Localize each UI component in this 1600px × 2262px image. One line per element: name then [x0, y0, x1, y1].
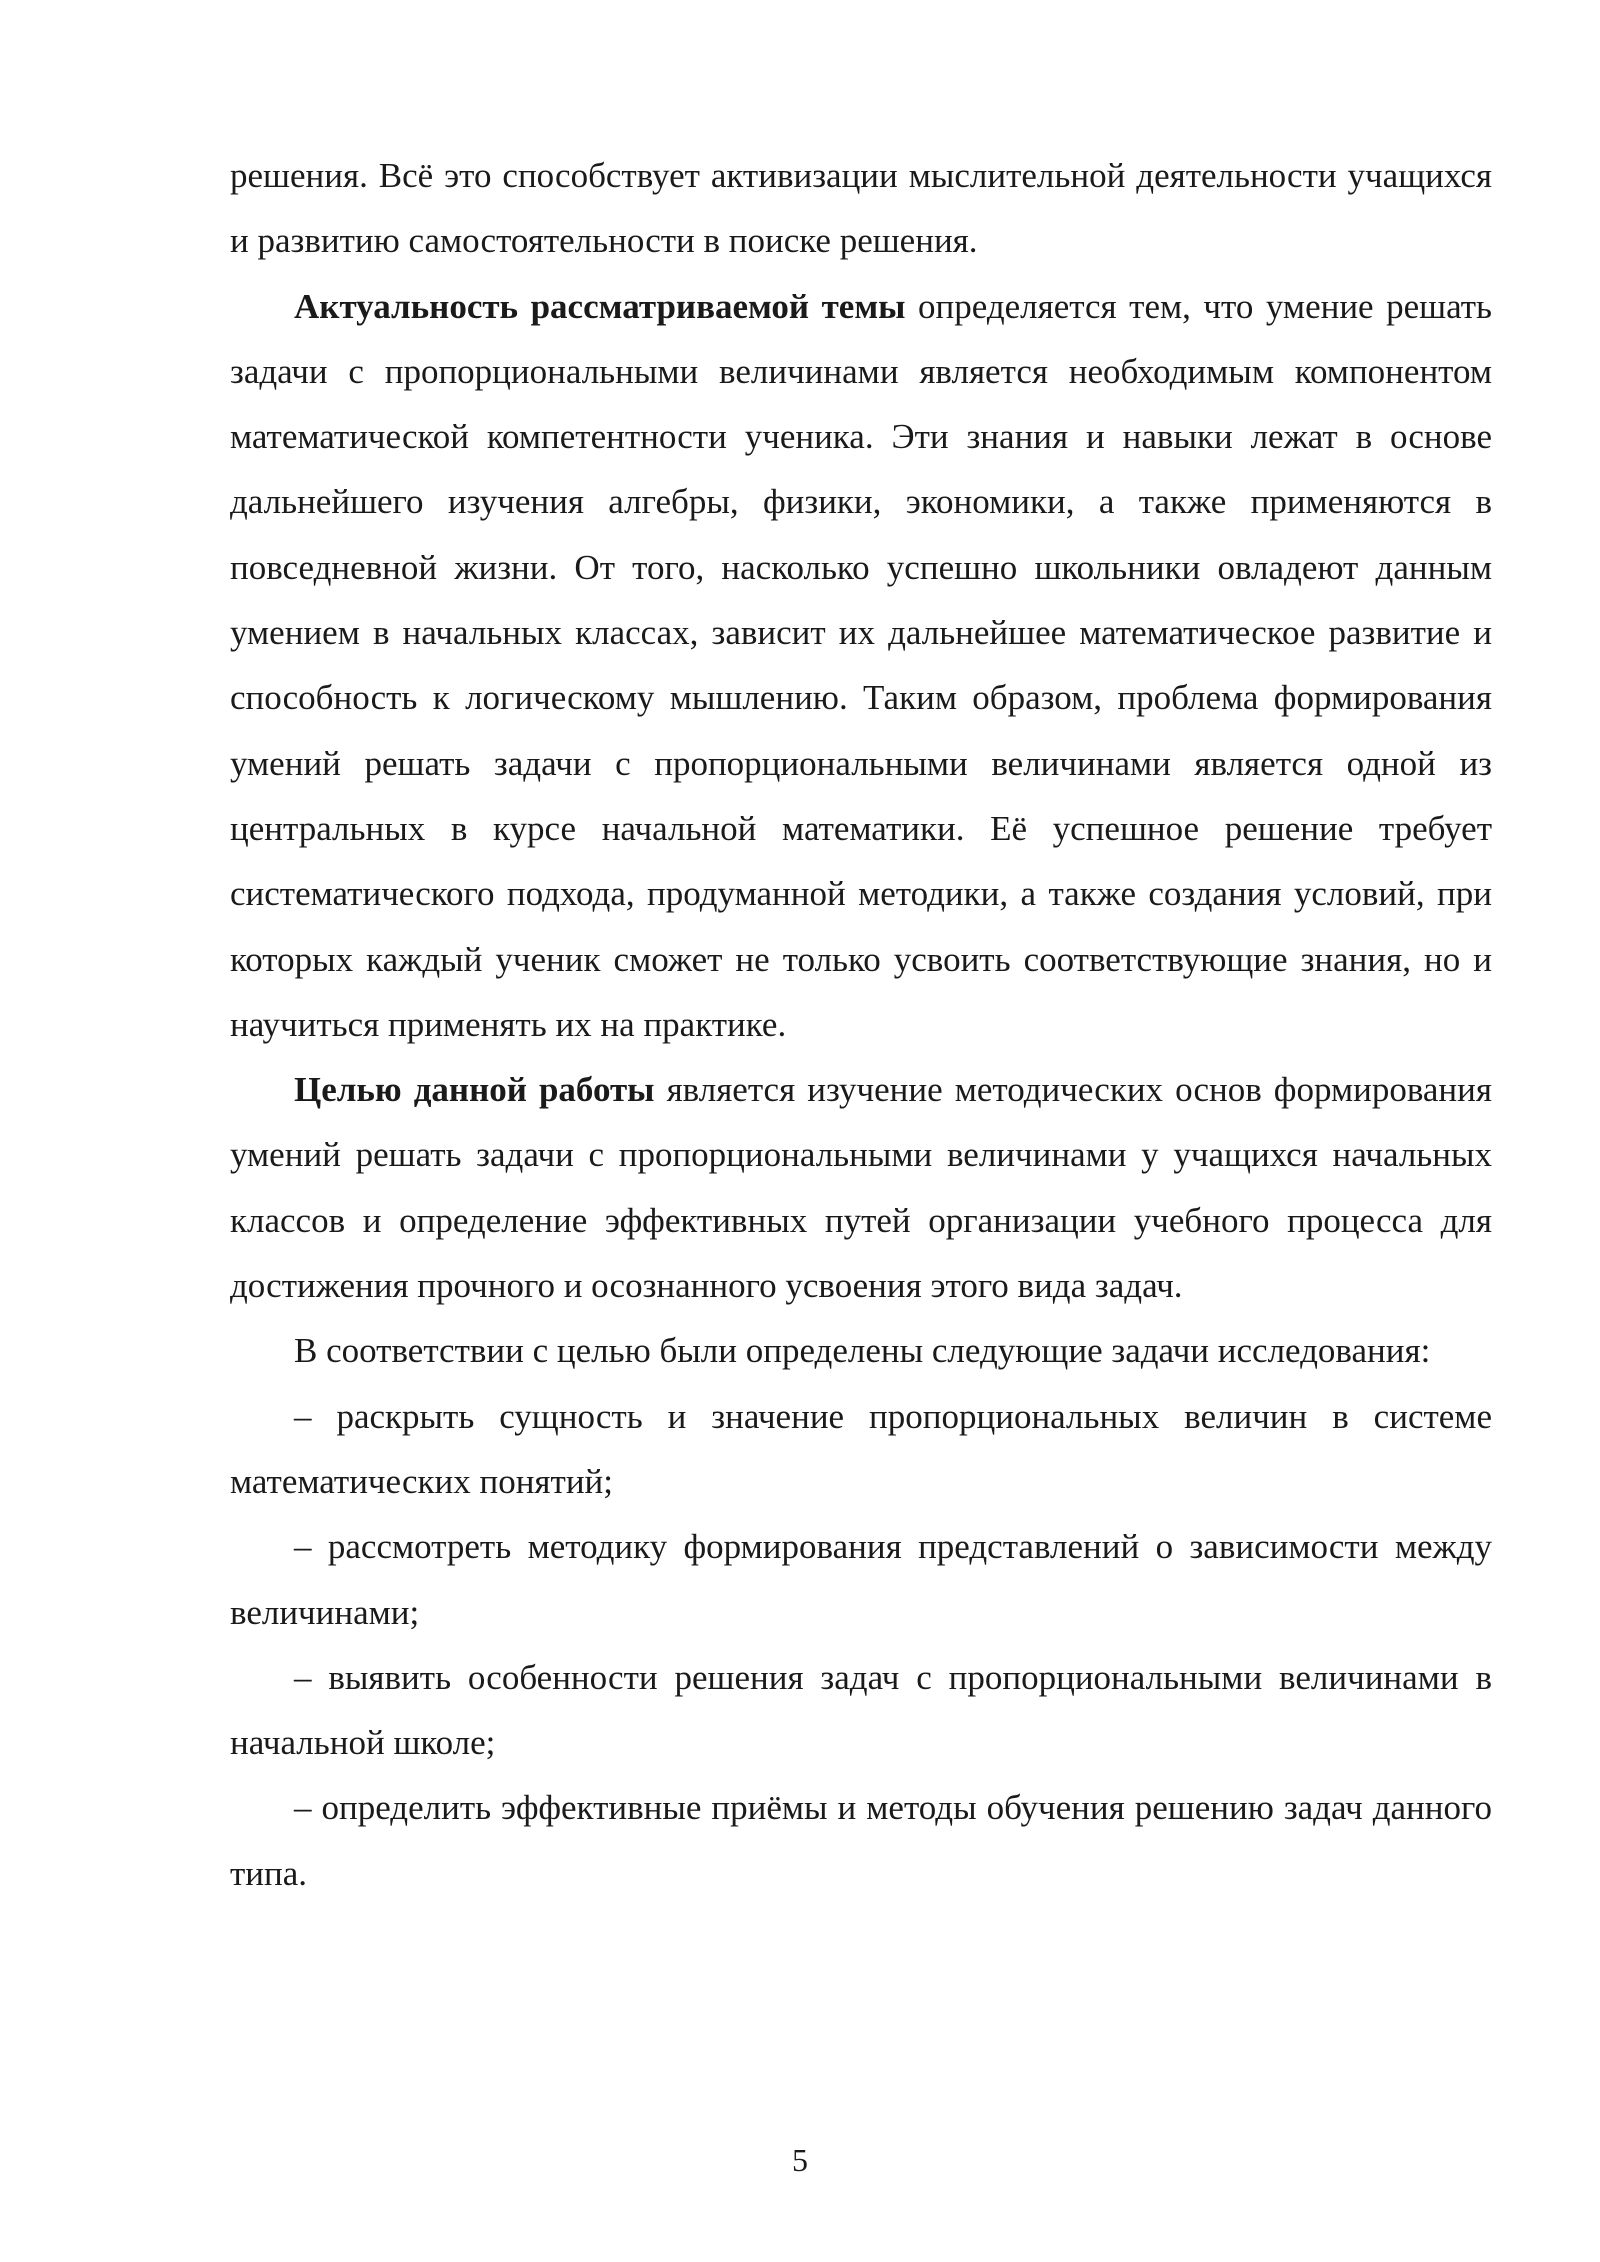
paragraph-text: определяется тем, что умение решать задачи с пропорциональными величинами является необходимым компонентом математической компетентности ученика. Эти знания и навыки лежат в основе дальнейшего изучения алгебры, физики, экономики, а также применяются в повседневной жизни. От того, насколько успешно школьники овладеют данным умением в начальных классах, зависит их дальнейшее математическое развитие и способность к логическому мышлению. Таким образом, проблема формирования умений решать задачи с пропорциональными величинами является одной из центральных в курсе начальной математики. Её успешное решение требует систематического подхода, продуманной методики, а также создания условий, при которых каждый ученик сможет не только усвоить соответствующие знания, но и научиться применять их на практике. — [230, 286, 1492, 1044]
paragraph-relevance — [230, 274, 1492, 1058]
paragraph-text: является изучение методических основ формирования умений решать задачи с пропорциональными величинами у учащихся начальных классов и определение эффективных путей организации учебного процесса для достижения прочного и осознанного усвоения этого вида задач. — [230, 1070, 1492, 1306]
paragraph-goal — [230, 1057, 1492, 1318]
page-number: 5 — [792, 2142, 808, 2178]
bold-lead-goal: Целью данной работы — [294, 1070, 655, 1110]
list-item-text: – определить эффективные приёмы и методы обучения решению задач данного типа. — [230, 1788, 1492, 1893]
paragraph-text: В соответствии с целью были определены следующие задачи исследования: — [294, 1331, 1431, 1371]
body-text — [230, 143, 1492, 1906]
list-item-task-4 — [230, 1775, 1492, 1906]
list-item-text: – выявить особенности решения задач с пропорциональными величинами в начальной школе; — [230, 1657, 1492, 1763]
list-item-task-2 — [230, 1514, 1492, 1645]
list-item-text: – рассмотреть методику формирования представлений о зависимости между величинами; — [230, 1527, 1492, 1632]
bold-lead-relevance: Актуальность рассматриваемой темы — [294, 286, 906, 326]
list-item-text: – раскрыть сущность и значение пропорциональных величин в системе математических понятий; — [230, 1396, 1492, 1501]
paragraph-text: решения. Всё это способствует активизации мыслительной деятельности учащихся и развитию самостоятельности в поиске решения. — [230, 156, 1492, 261]
paragraph-continuation — [230, 143, 1492, 274]
list-item-task-1 — [230, 1384, 1492, 1515]
paragraph-tasks-intro — [230, 1318, 1492, 1383]
list-item-task-3 — [230, 1645, 1492, 1776]
